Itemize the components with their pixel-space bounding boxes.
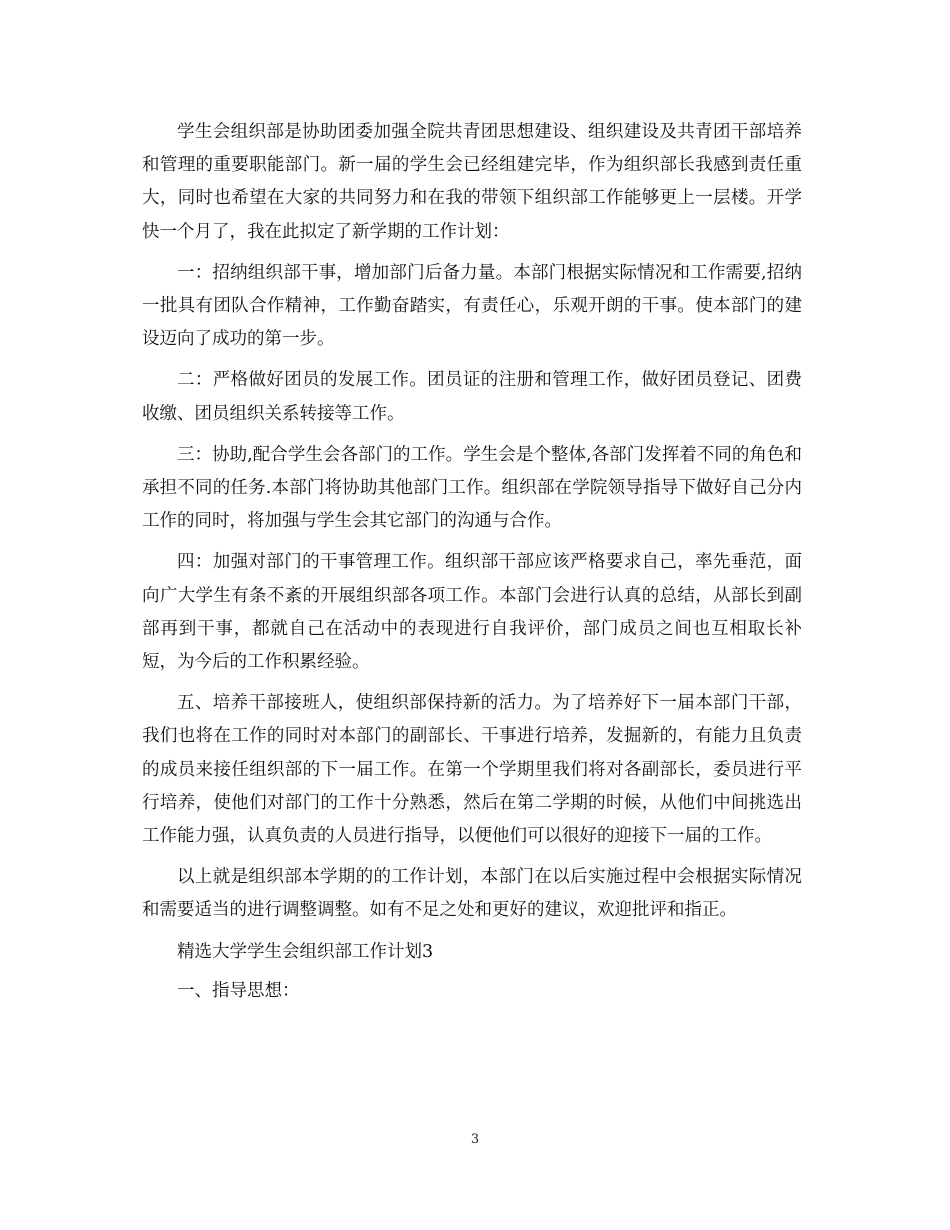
paragraph-item-3: 三：协助,配合学生会各部门的工作。学生会是个整体,各部门发挥着不同的角色和承担不同的任务.本部门将协助其他部门工作。组织部在学院领导指导下做好自己分内工作的同时，将加强与学生会其它部门的沟通与合作。 [142, 444, 802, 532]
paragraph-item-4: 四：加强对部门的干事管理工作。组织部干部应该严格要求自己，率先垂范，面向广大学生有条不紊的开展组织部各项工作。本部门会进行认真的总结，从部长到副部再到干事，都就自己在活动中的表现进行自我评价，部门成员之间也互相取长补短，为今后的工作积累经验。 [142, 552, 802, 673]
paragraph-intro: 学生会组织部是协助团委加强全院共青团思想建设、组织建设及共青团干部培养和管理的重要职能部门。新一届的学生会已经组建完毕，作为组织部长我感到责任重大，同时也希望在大家的共同努力和在我的带领下组织部工作能够更上一层楼。开学快一个月了，我在此拟定了新学期的工作计划： [142, 122, 802, 242]
paragraph-item-5: 五、培养干部接班人，使组织部保持新的活力。为了培养好下一届本部门干部，我们也将在工作的同时对本部门的副部长、干事进行培养，发掘新的，有能力且负责的成员来接任组织部的下一届工作。在第一个学期里我们将对各副部长，委员进行平行培养，使他们对部门的工作十分熟悉，然后在第二学期的时候，从他们中间挑选出工作能力强，认真负责的人员进行指导，以便他们可以很好的迎接下一届的工作。 [142, 693, 802, 847]
section-heading: 精选大学学生会组织部工作计划3 [177, 941, 434, 962]
paragraph-item-2: 二：严格做好团员的发展工作。团员证的注册和管理工作，做好团员登记、团费收缴、团员组织关系转接等工作。 [142, 370, 802, 424]
subsection-heading: 一、指导思想： [177, 980, 300, 1001]
paragraph-item-1: 一：招纳组织部干事，增加部门后备力量。本部门根据实际情况和工作需要,招纳一批具有团队合作精神，工作勤奋踏实，有责任心，乐观开朗的干事。使本部门的建设迈向了成功的第一步。 [142, 262, 802, 350]
paragraph-conclusion: 以上就是组织部本学期的的工作计划，本部门在以后实施过程中会根据实际情况和需要适当的进行调整调整。如有不足之处和更好的建议，欢迎批评和指正。 [142, 867, 802, 921]
page-number: 3 [470, 1132, 480, 1147]
document-body [142, 116, 802, 1014]
